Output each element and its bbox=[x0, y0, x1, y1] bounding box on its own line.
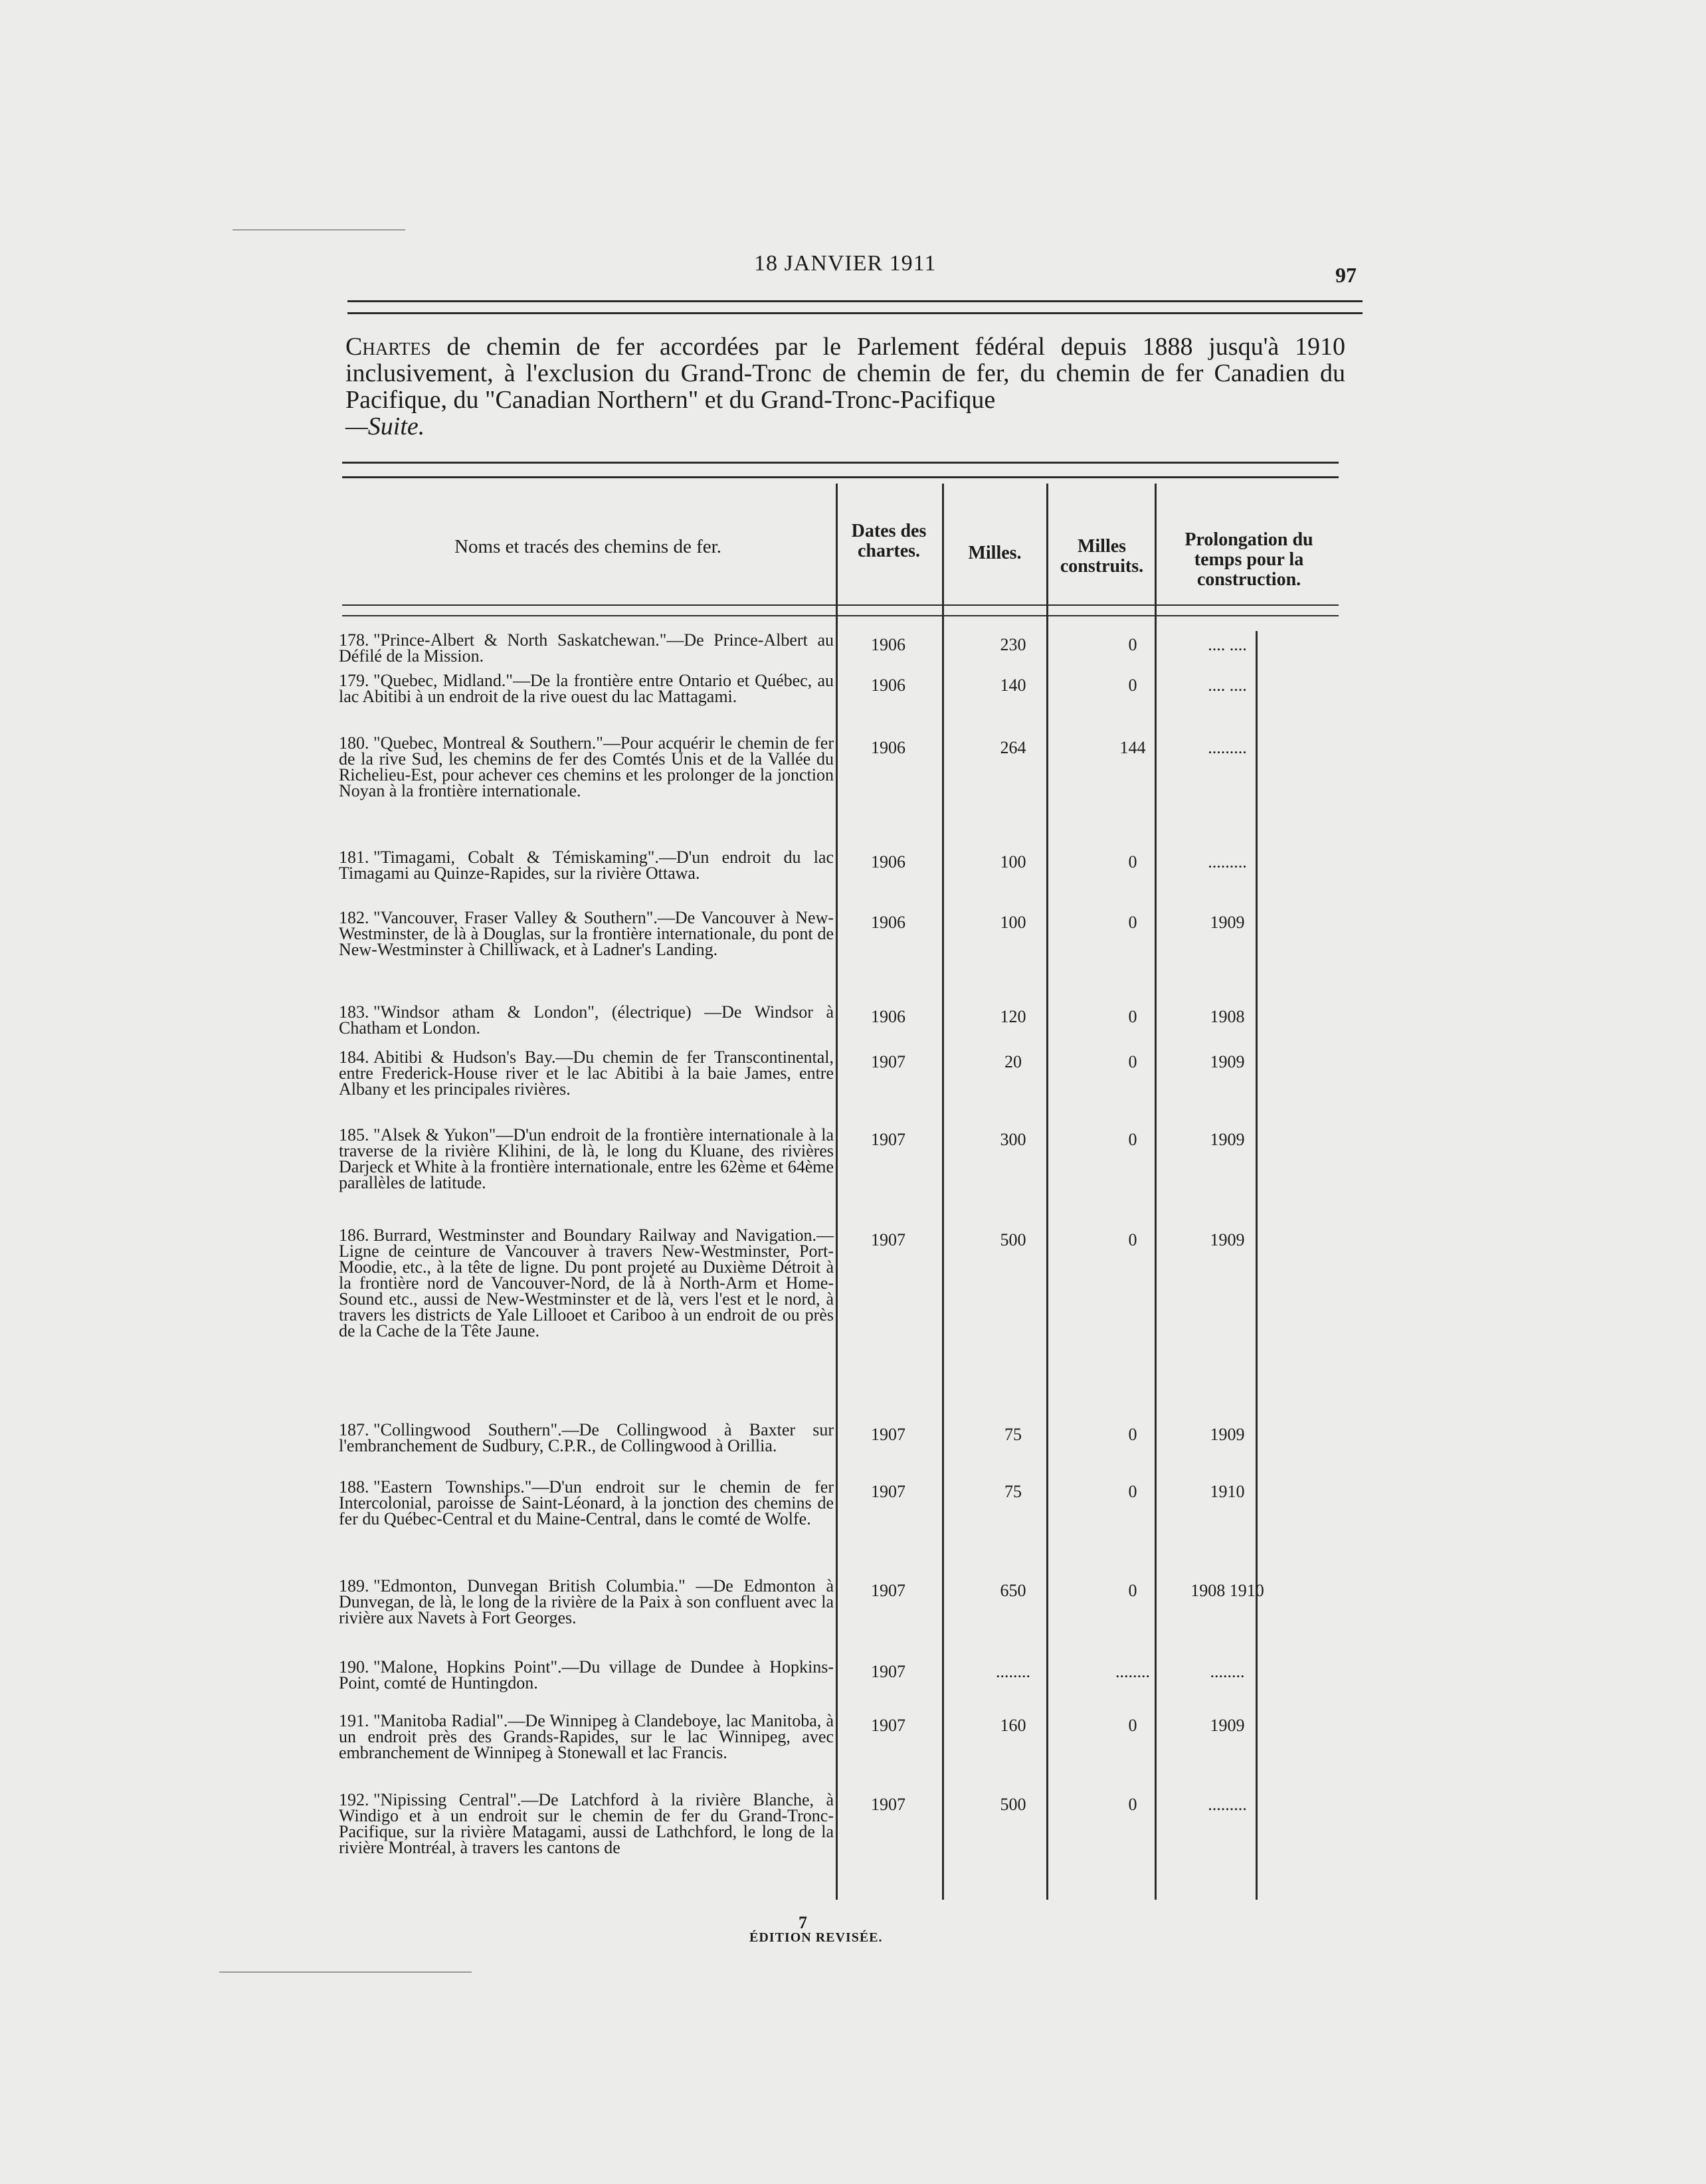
column-separator-2 bbox=[942, 484, 944, 1900]
cell-milles: 264 bbox=[1000, 738, 1026, 757]
cell-date: 1906 bbox=[871, 676, 905, 695]
row-description: "Quebec, Midland."—De la frontière entre Ontario et Québec, au lac Abitibi à un endroit de la rive ouest du lac Mattagami. bbox=[339, 671, 834, 706]
cell-construits: 0 bbox=[1128, 1716, 1137, 1735]
row-number: 185. bbox=[339, 1125, 369, 1144]
cell-construits: 144 bbox=[1119, 738, 1146, 757]
cell-prolongation: 1910 bbox=[1210, 1482, 1245, 1501]
row-number: 189. bbox=[339, 1576, 369, 1595]
cell-construits: 0 bbox=[1128, 676, 1137, 695]
row-description: "Quebec, Montreal & Southern."—Pour acquérir le chemin de fer de la rive Sud, les chemins de fer des Comtés Unis et de la Vallée du Richelieu-Est, pour achever ces chemins et les prolonger de la jonction Noyan à la frontière internationale. bbox=[339, 733, 834, 800]
cell-date: 1907 bbox=[871, 1716, 905, 1735]
row-description: "Alsek & Yukon"—D'un endroit de la frontière internationale à la traverse de la rivière Klihini, de là, le long du Kluane, des rivières Darjeck et White à la frontière internationale, entre les 62ème et 64ème parallèles de latitude. bbox=[339, 1125, 834, 1192]
cell-prolongation: ......... bbox=[1208, 1795, 1247, 1814]
cell-milles: ........ bbox=[996, 1662, 1030, 1681]
row-description: "Malone, Hopkins Point".—Du village de Dundee à Hopkins-Point, comté de Huntingdon. bbox=[339, 1657, 834, 1692]
cell-prolongation: 1909 bbox=[1210, 1230, 1245, 1249]
cell-milles: 500 bbox=[1000, 1230, 1026, 1249]
header-bottom-rule-2 bbox=[342, 615, 1339, 616]
cell-construits: 0 bbox=[1128, 1230, 1137, 1249]
edition-label: ÉDITION REVISÉE. bbox=[749, 1930, 883, 1945]
column-separator-4 bbox=[1155, 484, 1157, 1900]
row-number: 183. bbox=[339, 1002, 369, 1022]
table-row bbox=[339, 1422, 834, 1454]
scan-mark-top bbox=[233, 229, 405, 230]
row-number: 181. bbox=[339, 848, 369, 867]
table-row bbox=[339, 850, 834, 881]
cell-construits: 0 bbox=[1128, 1130, 1137, 1149]
cell-construits: 0 bbox=[1128, 913, 1137, 932]
cell-milles: 75 bbox=[1004, 1425, 1022, 1444]
cell-milles: 100 bbox=[1000, 913, 1026, 932]
cell-milles: 300 bbox=[1000, 1130, 1026, 1149]
cell-construits: 0 bbox=[1128, 1052, 1137, 1071]
row-number: 179. bbox=[339, 671, 369, 690]
scan-mark-bottom bbox=[219, 1971, 472, 1973]
row-description: Burrard, Westminster and Boundary Railway and Navigation.—Ligne de ceinture de Vancouver à travers New-Westminster, Port-Moodie, etc., à la tête de ligne. Du pont projeté au Duxième Détroit à la frontière nord de Vancouver-Nord, de là à North-Arm et Home-Sound etc., aussi de New-Westminster et de là, vers l'est et le nord, à travers les districts de Yale Lillooet et Cariboo à un endroit de ou près de la Cache de la Tête Jaune. bbox=[339, 1226, 834, 1340]
table-row bbox=[339, 1228, 834, 1339]
table-row bbox=[339, 673, 834, 705]
cell-date: 1906 bbox=[871, 913, 905, 932]
signature-number: 7 bbox=[799, 1913, 807, 1932]
cell-prolongation: 1909 bbox=[1210, 1052, 1245, 1071]
cell-milles: 120 bbox=[1000, 1007, 1026, 1026]
row-number: 182. bbox=[339, 908, 369, 927]
cell-construits: 0 bbox=[1128, 1425, 1137, 1444]
cell-construits: 0 bbox=[1128, 1581, 1137, 1600]
table-row bbox=[339, 1049, 834, 1097]
cell-milles: 160 bbox=[1000, 1716, 1026, 1735]
table-row bbox=[339, 735, 834, 799]
table-row bbox=[339, 1659, 834, 1691]
table-row bbox=[339, 1713, 834, 1761]
header-bottom-rule-1 bbox=[342, 604, 1339, 606]
cell-date: 1907 bbox=[871, 1581, 905, 1600]
cell-milles: 650 bbox=[1000, 1581, 1026, 1600]
title-suite: —Suite. bbox=[345, 412, 425, 440]
header-milles: Milles. bbox=[968, 543, 1022, 563]
row-description: "Collingwood Southern".—De Collingwood à Baxter sur l'embranchement de Sudbury, C.P.R., de Collingwood à Orillia. bbox=[339, 1420, 834, 1455]
cell-date: 1906 bbox=[871, 738, 905, 757]
cell-construits: 0 bbox=[1128, 1482, 1137, 1501]
cell-construits: 0 bbox=[1128, 1007, 1137, 1026]
column-separator-1 bbox=[836, 484, 838, 1900]
table-row bbox=[339, 910, 834, 958]
column-separator-5 bbox=[1256, 631, 1258, 1900]
cell-date: 1907 bbox=[871, 1662, 905, 1681]
header-rule-1 bbox=[347, 300, 1363, 302]
cell-milles: 20 bbox=[1004, 1052, 1022, 1071]
row-description: "Timagami, Cobalt & Témiskaming".—D'un endroit du lac Timagami au Quinze-Rapides, sur la rivière Ottawa. bbox=[339, 848, 834, 883]
table-row bbox=[339, 632, 834, 664]
cell-prolongation: .... .... bbox=[1208, 676, 1247, 695]
table-rule-1 bbox=[342, 462, 1339, 464]
row-description: "Windsor atham & London", (électrique) —De Windsor à Chatham et London. bbox=[339, 1002, 834, 1038]
column-separator-3 bbox=[1046, 484, 1048, 1900]
row-description: "Manitoba Radial".—De Winnipeg à Clandeboye, lac Manitoba, à un endroit près des Grands-Rapides, sur le lac Winnipeg, avec embranchement de Winnipeg à Stonewall et lac Francis. bbox=[339, 1711, 834, 1762]
cell-construits: 0 bbox=[1128, 852, 1137, 871]
row-description: "Vancouver, Fraser Valley & Southern".—De Vancouver à New-Westminster, de là à Douglas, sur la frontière internationale, du pont de New-Westminster à Chilliwack, et à Ladner's Landing. bbox=[339, 908, 834, 959]
title-lead: Chartes bbox=[345, 333, 431, 361]
table-row bbox=[339, 1127, 834, 1191]
row-number: 191. bbox=[339, 1711, 369, 1730]
cell-prolongation: 1909 bbox=[1210, 1130, 1245, 1149]
cell-milles: 500 bbox=[1000, 1795, 1026, 1814]
cell-date: 1907 bbox=[871, 1425, 905, 1444]
cell-prolongation: 1909 bbox=[1210, 1716, 1245, 1735]
cell-milles: 230 bbox=[1000, 635, 1026, 654]
cell-milles: 75 bbox=[1004, 1482, 1022, 1501]
header-prolongation: Prolongation du temps pour la construction. bbox=[1185, 529, 1313, 590]
cell-date: 1907 bbox=[871, 1482, 905, 1501]
row-number: 187. bbox=[339, 1420, 369, 1439]
cell-milles: 140 bbox=[1000, 676, 1026, 695]
page-date: 18 JANVIER 1911 bbox=[754, 251, 937, 276]
row-description: Abitibi & Hudson's Bay.—Du chemin de fer Transcontinental, entre Frederick-House river et le lac Abitibi à la baie James, entre Albany et les principales rivières. bbox=[339, 1047, 834, 1099]
cell-prolongation: 1908 1910 bbox=[1190, 1581, 1264, 1600]
row-number: 178. bbox=[339, 630, 369, 650]
cell-construits: 0 bbox=[1128, 635, 1137, 654]
row-number: 188. bbox=[339, 1477, 369, 1497]
row-number: 190. bbox=[339, 1657, 369, 1677]
page-title bbox=[345, 333, 1345, 440]
header-rule-2 bbox=[347, 312, 1363, 314]
cell-prolongation: .... .... bbox=[1208, 635, 1247, 654]
cell-date: 1907 bbox=[871, 1795, 905, 1814]
row-description: "Prince-Albert & North Saskatchewan."—De Prince-Albert au Défilé de la Mission. bbox=[339, 630, 834, 666]
row-number: 192. bbox=[339, 1790, 369, 1809]
header-construits: Milles construits. bbox=[1060, 536, 1144, 577]
cell-prolongation: ........ bbox=[1210, 1662, 1245, 1681]
row-number: 186. bbox=[339, 1226, 369, 1245]
row-description: "Edmonton, Dunvegan British Columbia." —De Edmonton à Dunvegan, de là, le long de la rivière de la Paix à son confluent avec la rivière aux Navets à Fort Georges. bbox=[339, 1576, 834, 1627]
table-row bbox=[339, 1479, 834, 1527]
cell-date: 1906 bbox=[871, 1007, 905, 1026]
row-description: "Nipissing Central".—De Latchford à la rivière Blanche, à Windigo et à un endroit sur le chemin de fer du Grand-Tronc-Pacifique, sur la rivière Matagami, aussi de Lathchford, le long de la rivière Montréal, à travers les cantons de bbox=[339, 1790, 834, 1857]
cell-prolongation: ......... bbox=[1208, 852, 1247, 871]
cell-construits: 0 bbox=[1128, 1795, 1137, 1814]
cell-date: 1907 bbox=[871, 1052, 905, 1071]
cell-prolongation: 1908 bbox=[1210, 1007, 1245, 1026]
header-dates: Dates des chartes. bbox=[851, 521, 927, 561]
cell-prolongation: 1909 bbox=[1210, 1425, 1245, 1444]
cell-date: 1907 bbox=[871, 1130, 905, 1149]
table-rule-2 bbox=[342, 476, 1339, 478]
cell-prolongation: ......... bbox=[1208, 738, 1247, 757]
table-row bbox=[339, 1578, 834, 1626]
cell-date: 1906 bbox=[871, 635, 905, 654]
row-number: 180. bbox=[339, 733, 369, 753]
cell-prolongation: 1909 bbox=[1210, 913, 1245, 932]
header-noms: Noms et tracés des chemins de fer. bbox=[454, 536, 721, 557]
title-text: de chemin de fer accordées par le Parlement fédéral depuis 1888 jusqu'à 1910 inclusivement, à l'exclusion du Grand-Tronc de chemin de fer, du chemin de fer Canadien du Pacifique, du "Canadian Northern" et du Grand-Tronc-Pacifique bbox=[345, 333, 1345, 414]
row-number: 184. bbox=[339, 1047, 369, 1067]
cell-milles: 100 bbox=[1000, 852, 1026, 871]
cell-date: 1906 bbox=[871, 852, 905, 871]
row-description: "Eastern Townships."—D'un endroit sur le chemin de fer Intercolonial, paroisse de Saint-Léonard, à la jonction des chemins de fer du Québec-Central et du Maine-Central, dans le comté de Wolfe. bbox=[339, 1477, 834, 1528]
cell-construits: ........ bbox=[1115, 1662, 1150, 1681]
table-row bbox=[339, 1792, 834, 1856]
page-number: 97 bbox=[1335, 263, 1357, 287]
table-row bbox=[339, 1004, 834, 1036]
cell-date: 1907 bbox=[871, 1230, 905, 1249]
